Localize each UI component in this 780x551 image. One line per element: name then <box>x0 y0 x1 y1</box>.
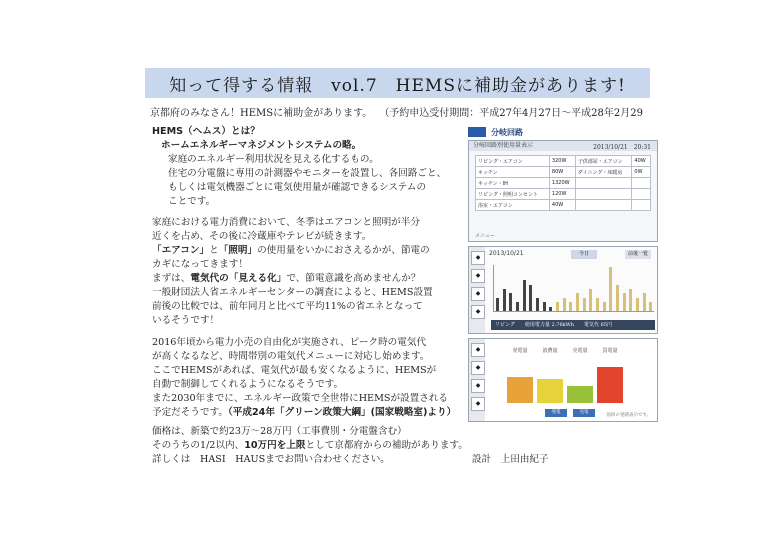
table-cell: キッチン <box>476 167 550 178</box>
energy-balance-image <box>468 338 658 422</box>
and-text: と <box>209 245 219 256</box>
banner-title: 知って得する情報 vol.7 HEMSに補助金があります! <box>169 75 626 96</box>
side-icon: ◆ <box>471 361 485 375</box>
graph-summary-bar: リビング 使用電力量 2.76kWh 電気代 65円 <box>491 320 655 330</box>
balance-bar <box>537 379 563 403</box>
usage-bar <box>503 289 506 311</box>
graph-date: 2013/10/21 <box>489 250 524 257</box>
circuit-icon <box>468 127 486 137</box>
section1-line: 住宅の分電盤に専用の計測器やモニターを設置し、各回路ごと、 <box>168 168 447 179</box>
table-cell <box>575 189 632 200</box>
table-cell: 子供部屋・エアコン <box>575 156 632 167</box>
section3-line: 自動で制御してくれるようになるそうです。 <box>152 379 344 390</box>
intro-period: （予約申込受付期間：平成27年4月27日～平成28年2月29 <box>384 108 643 119</box>
subsidy-cap: 10万円を上限 <box>244 440 306 451</box>
usage-bar <box>649 302 652 311</box>
table-cell <box>575 178 632 189</box>
table-cell: リビング・照明コンセント <box>476 189 550 200</box>
section-liberalization <box>152 336 456 420</box>
usage-bar <box>636 298 639 311</box>
section-price <box>152 425 549 467</box>
table-row <box>476 167 651 178</box>
usage-bar <box>563 298 566 311</box>
section2-text: の使用量をいかにおさえるかが、節電の <box>257 245 430 256</box>
menu-button: メニュー <box>475 233 496 239</box>
section3-line <box>152 406 456 420</box>
circuit-screen-image <box>468 140 658 242</box>
table-row <box>476 178 651 189</box>
usage-bar <box>536 298 539 311</box>
table-cell <box>575 200 632 211</box>
section2-text: まずは、 <box>152 273 191 284</box>
usage-bar <box>523 280 526 311</box>
usage-bar <box>596 298 599 311</box>
usage-bar <box>583 298 586 311</box>
section4-line <box>152 439 549 453</box>
usage-bar-chart <box>493 265 654 312</box>
graph-tab-today: 今日 <box>571 250 597 259</box>
balance-header: 発電量 <box>512 348 528 354</box>
section4-line: 価格は、新築で約23万～28万円（工事費別・分電盤含む） <box>152 426 407 437</box>
section2-line: カギになってきます！ <box>152 259 248 270</box>
section1-subheading: ホームエネルギーマネジメントシステムの略。 <box>161 140 362 151</box>
side-icon: ◆ <box>471 287 485 301</box>
usage-bar <box>623 293 626 311</box>
section2-line: 一般財団法人省エネルギーセンターの調査によると、HEMS設置 <box>152 287 433 298</box>
source-citation: （平成24年「グリーン政策大綱」(国家戦略室)より） <box>227 407 457 418</box>
section2-line: 近くを占め、その後に冷蔵庫やテレビが続きます。 <box>152 231 372 242</box>
table-cell: 120W <box>549 189 575 200</box>
aircon-term: 「エアコン」 <box>152 245 210 256</box>
table-row <box>476 156 651 167</box>
lighting-term: 「照明」 <box>218 245 258 256</box>
section3-line: ここでHEMSがあれば、電気代が最も安くなるように、HEMSが <box>152 365 437 376</box>
usage-bar <box>529 285 532 311</box>
graph-side-menu <box>469 247 485 333</box>
circuit-label-text: 分岐回路 <box>491 127 523 137</box>
table-row <box>476 189 651 200</box>
table-cell: 320W <box>549 156 575 167</box>
section1-line: ことです。 <box>168 196 216 207</box>
visualize-term: 電気代の「見える化」 <box>190 273 287 284</box>
section3-line: が高くなるなど、時間帯別の電気代メニューに対応し始めます。 <box>152 351 430 362</box>
usage-bar <box>516 302 519 311</box>
section2-line <box>152 244 433 258</box>
table-cell: 40W <box>632 156 651 167</box>
side-icon: ◆ <box>471 343 485 357</box>
circuit-screen-date: 2013/10/21 20:31 <box>593 144 651 151</box>
section2-line: 前後の比較では、前年同月と比べて平均11%の省エネとなって <box>152 301 423 312</box>
contact-text: 詳しくは HASI HAUSまでお問い合わせください。 <box>152 454 390 465</box>
section-power-use <box>152 216 433 328</box>
author-credit: 設計 上田由紀子 <box>471 454 549 465</box>
table-cell: 0W <box>632 167 651 178</box>
balance-side-menu <box>469 339 485 421</box>
table-cell <box>632 189 651 200</box>
page-banner <box>145 68 650 98</box>
table-cell: 浴室・エアコン <box>476 200 550 211</box>
usage-bar <box>643 293 646 311</box>
section2-line <box>152 272 433 286</box>
balance-label-sell: 売電 <box>573 409 595 417</box>
balance-header: 買電量 <box>602 348 618 354</box>
balance-bar <box>567 386 593 403</box>
usage-bar <box>496 298 499 311</box>
section2-text: で、節電意識を高めませんか？ <box>286 273 421 284</box>
section3-line: また2030年までに、エネルギー政策で全世帯にHEMSが設置される <box>152 393 449 404</box>
section4-text: として京都府からの補助があります。 <box>305 440 468 451</box>
section4-text: そのうちの1/2以内、 <box>152 440 245 451</box>
usage-bar <box>589 289 592 311</box>
balance-bar <box>597 367 623 403</box>
side-icon: ◆ <box>471 305 485 319</box>
table-cell: キッチン・IH <box>476 178 550 189</box>
table-cell: リビング・エアコン <box>476 156 550 167</box>
usage-graph-image <box>468 246 658 334</box>
table-cell: 1320W <box>549 178 575 189</box>
usage-bar <box>609 267 612 311</box>
usage-bar <box>509 293 512 311</box>
section-hems-what <box>152 125 446 209</box>
circuit-screen-header: 分岐回路別使用量表示 <box>469 141 657 151</box>
table-row <box>476 200 651 211</box>
section3-line: 2016年頃から電力小売の自由化が実施され、ピーク時の電気代 <box>152 337 427 348</box>
usage-bar <box>569 302 572 311</box>
usage-bar <box>556 302 559 311</box>
section4-line <box>152 453 549 467</box>
intro-text: 京都府のみなさん！HEMSに補助金があります。 <box>150 108 373 119</box>
section1-line: 家庭のエネルギー利用状況を見える化するもの。 <box>168 154 379 165</box>
usage-bar <box>603 302 606 311</box>
balance-bar <box>507 377 533 403</box>
table-cell: ダイニング・床暖房 <box>575 167 632 178</box>
usage-bar <box>616 285 619 311</box>
section3-text: 予定だそうです。 <box>152 407 228 418</box>
section2-line: いるそうです！ <box>152 315 220 326</box>
balance-label-gen: 発電 <box>545 409 567 417</box>
table-cell <box>632 178 651 189</box>
usage-bar <box>629 289 632 311</box>
side-icon: ◆ <box>471 379 485 393</box>
table-cell: 40W <box>549 200 575 211</box>
table-cell: 80W <box>549 167 575 178</box>
graph-tab-list: 前後一覧 <box>625 250 651 259</box>
section1-line: もしくは電気機器ごとに電気使用量が確認できるシステムの <box>168 182 427 193</box>
usage-bar <box>543 302 546 311</box>
side-icon: ◆ <box>471 397 485 411</box>
balance-note: 前回の実績表示です。 <box>606 413 651 418</box>
intro-line <box>150 104 643 119</box>
section2-line: 家庭における電力消費において、冬季はエアコンと照明が半分 <box>152 217 420 228</box>
side-icon: ◆ <box>471 251 485 265</box>
usage-bar <box>549 307 552 311</box>
balance-header: 売電量 <box>572 348 588 354</box>
usage-bar <box>576 293 579 311</box>
circuit-table <box>475 155 651 211</box>
section1-heading: HEMS（ヘムス）とは？ <box>152 126 260 137</box>
balance-header: 消費量 <box>542 348 558 354</box>
side-icon: ◆ <box>471 269 485 283</box>
circuit-label <box>468 126 658 138</box>
table-cell <box>632 200 651 211</box>
